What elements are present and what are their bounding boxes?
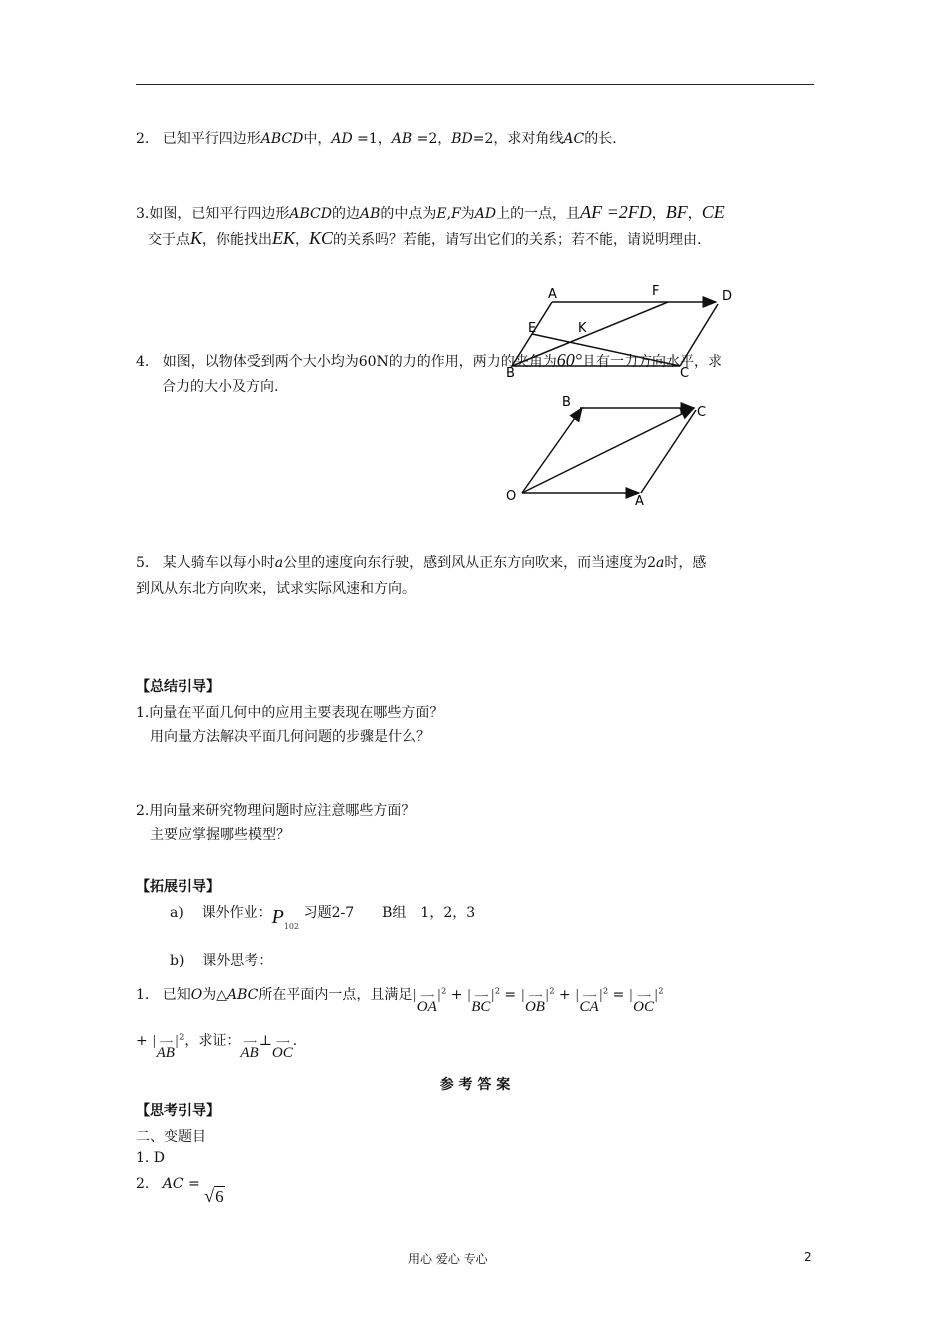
text: ，你能找出: [202, 232, 273, 248]
extension-item-b: [170, 950, 272, 970]
text: 交于点: [148, 232, 190, 248]
vector-oa: —→ OA: [416, 991, 437, 1015]
vector-ab: —→ AB: [156, 1037, 175, 1061]
text: .: [292, 1033, 298, 1049]
question-4-line-2: [162, 376, 278, 396]
math-ad: AD: [474, 206, 497, 222]
math-af-eq: AF =2FD: [580, 202, 652, 222]
list-marker: a): [170, 905, 184, 921]
text: 时，感: [664, 555, 707, 571]
answers-heading: 【思考引导】: [136, 1103, 220, 1119]
text: 已知平行四边形: [162, 131, 261, 147]
segment-ac: [641, 410, 696, 493]
answers-title: 参 考 答 案: [439, 1077, 511, 1093]
footer-motto: 用心 爱心 专心: [408, 1252, 488, 1266]
label-c: C: [697, 405, 707, 420]
equals-sign: =: [504, 987, 517, 1003]
summary-line-4: 主要应掌握哪些模型？: [150, 827, 290, 843]
question-5-line-2: [136, 578, 416, 598]
math-angle: 60°: [556, 350, 582, 370]
label-a: A: [635, 494, 644, 509]
math-ac: AC: [162, 1176, 184, 1192]
math-ab: AB: [391, 131, 413, 147]
answer-2: [136, 1176, 225, 1207]
math-abcd: ABCD: [260, 131, 304, 147]
plus-sign: +: [450, 987, 463, 1003]
plus-sign: +: [558, 987, 571, 1003]
equals-sign: =: [183, 1176, 200, 1192]
vector-ab: —→ AB: [240, 1037, 259, 1061]
vector-bc: —→ BC: [471, 991, 491, 1015]
radicand: 6: [215, 1187, 224, 1206]
label-d: D: [722, 289, 733, 304]
text: ，求证：: [184, 1033, 241, 1049]
text: 为△: [202, 987, 227, 1003]
text: 课外思考：: [202, 953, 273, 969]
vector-oc: [522, 408, 694, 493]
math-f: F: [451, 206, 461, 222]
answer-1: 1. D: [136, 1150, 166, 1166]
text: 到风从东北方向吹来，试求实际风速和方向。: [136, 581, 416, 597]
math-bd: BD: [451, 131, 473, 147]
text: 的中点为: [380, 206, 437, 222]
question-number: 2.: [136, 131, 150, 147]
vector-ob: —→ OB: [524, 991, 545, 1015]
sqrt-expression: [204, 1186, 224, 1207]
vector-ob: [522, 408, 582, 493]
label-a: A: [548, 287, 557, 302]
question-number: 1.: [136, 987, 150, 1003]
label-e: E: [528, 321, 537, 336]
label-f: F: [652, 284, 660, 299]
text: ,: [446, 206, 452, 222]
page-number: 2: [804, 1250, 812, 1264]
text: =1，: [352, 131, 392, 147]
summary-heading: 【总结引导】: [136, 679, 220, 695]
text: 课外作业：: [201, 905, 272, 921]
text: 上的一点，且: [496, 206, 581, 222]
text: 的长.: [584, 131, 617, 147]
math-e: E: [436, 206, 447, 222]
math-k: K: [190, 228, 203, 248]
text: 所在平面内一点，且满足: [258, 987, 413, 1003]
force-parallelogram-figure: [500, 390, 720, 510]
math-o: O: [190, 987, 203, 1003]
text: 已知: [162, 987, 191, 1003]
header-rule: [136, 84, 814, 85]
text: 的关系吗？若能，请写出它们的关系；若不能，请说明理由.: [333, 232, 702, 248]
answer-number: 2.: [136, 1176, 150, 1192]
equals-sign: =: [612, 987, 625, 1003]
text: =2，求对角线: [472, 131, 564, 147]
label-k: K: [578, 321, 587, 336]
perpendicular-sign: ⊥: [258, 1033, 272, 1049]
question-number: 4.: [136, 354, 150, 370]
math-a: a: [274, 555, 284, 571]
question-number: 3.: [136, 206, 150, 222]
label-o: O: [506, 489, 517, 504]
question-5-line-1: [136, 552, 706, 572]
summary-line-2: 用向量方法解决平面几何问题的步骤是什么？: [150, 729, 430, 745]
vector-oc: —→ OC: [633, 991, 654, 1015]
math-ad: AD: [331, 131, 353, 147]
label-b: B: [562, 395, 571, 410]
math-kc: KC: [309, 228, 334, 248]
vector-ca: —→ CA: [579, 991, 599, 1015]
list-marker: b): [170, 953, 185, 969]
math-ce: CE: [701, 202, 725, 222]
radical-icon: √: [204, 1186, 215, 1206]
text: ，: [295, 232, 310, 248]
extension-question-1-line-2: + | —→ AB $|^2$，求证： —→ AB ⊥ —→ OC .: [136, 1032, 298, 1061]
math-p: P: [271, 906, 284, 928]
math-p-subscript: 102: [283, 922, 300, 931]
label-b: B: [506, 366, 515, 380]
question-number: 5.: [136, 555, 150, 571]
text: 某人骑车以每小时: [162, 555, 275, 571]
text: 合力的大小及方向.: [162, 379, 279, 395]
text: 的边: [331, 206, 360, 222]
question-3-line-1: [136, 202, 725, 223]
text: 习题2-7 B组 1，2，3: [303, 905, 476, 921]
extension-item-a: [170, 902, 475, 931]
text: ，: [651, 206, 666, 222]
extension-heading: 【拓展引导】: [136, 879, 220, 895]
math-abc: ABC: [226, 987, 259, 1003]
text: 如图，以物体受到两个大小均为60N的力的作用，两力的夹角为: [162, 354, 557, 370]
vector-oc: —→ OC: [271, 1037, 293, 1061]
text: 公里的速度向东行驶，感到风从正东方向吹来，而当速度为2: [283, 555, 656, 571]
summary-line-3: 2.用向量来研究物理问题时应注意哪些方面？: [136, 803, 416, 819]
text: 如图，已知平行四边形: [149, 206, 290, 222]
math-ek: EK: [272, 228, 296, 248]
extension-question-1-line-1: 1. 已知O为△ABC所在平面内一点，且满足| —→ OA $|^2$ + | —→ BC $|^2$ = | —→ OB $|^2$ + | —→ CA $|^2$ = | —→ OC $|^2$: [136, 986, 664, 1015]
question-2: [136, 128, 617, 148]
math-bf: BF: [665, 202, 688, 222]
question-4-line-1: [136, 350, 722, 371]
plus-sign: +: [136, 1033, 148, 1049]
label-c: C: [680, 366, 690, 380]
text: 且有一力方向水平，求: [582, 354, 722, 370]
text: =2，: [412, 131, 452, 147]
summary-line-1: 1.向量在平面几何中的应用主要表现在哪些方面？: [136, 705, 444, 721]
text: 为: [460, 206, 475, 222]
math-abcd: ABCD: [289, 206, 332, 222]
math-ab: AB: [359, 206, 381, 222]
answers-subheading: 二、变题目: [136, 1129, 206, 1145]
math-a: a: [655, 555, 665, 571]
text: 中，: [303, 131, 332, 147]
math-ac: AC: [563, 131, 585, 147]
question-3-line-2: [148, 228, 702, 249]
text: ，: [687, 206, 702, 222]
